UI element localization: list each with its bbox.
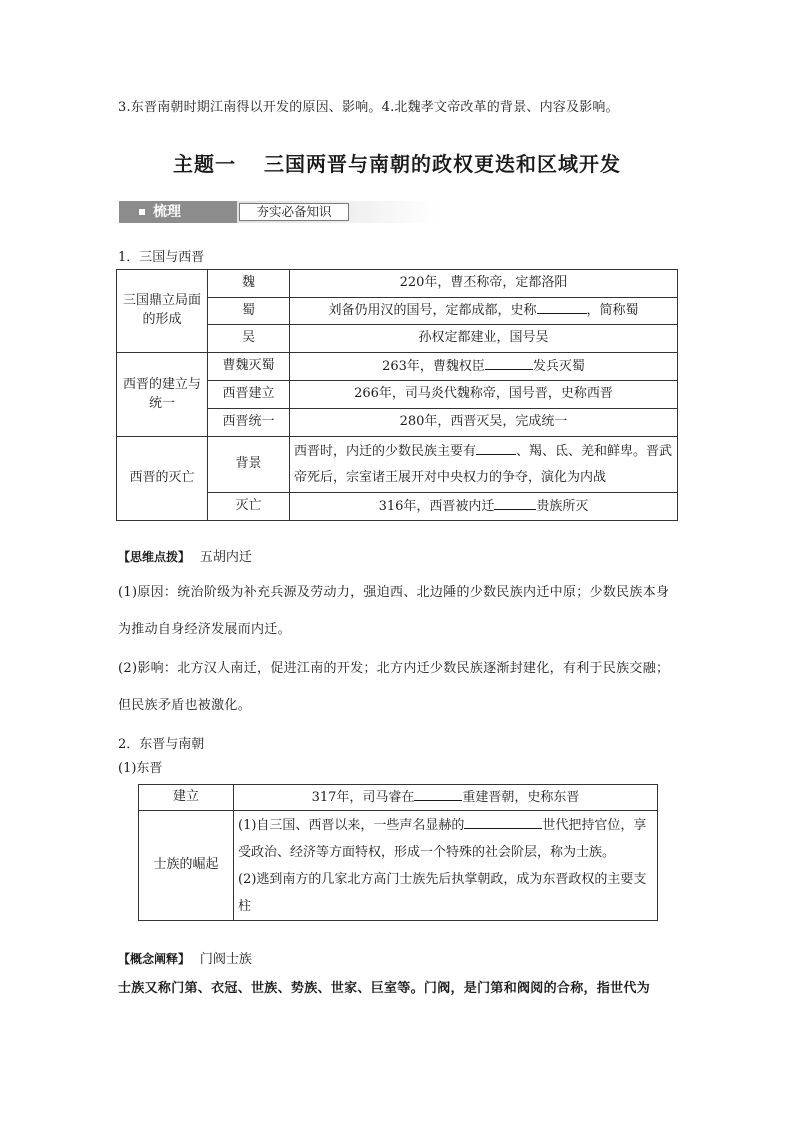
table-row [117, 270, 678, 298]
note1-paragraph-1: (1)原因：统治阶级为补充兵源及劳动力，强迫西、北边陲的少数民族内迁中原；少数民族本身为推动自身经济发展而内迁。 [118, 585, 670, 637]
fill-blank[interactable] [476, 442, 516, 455]
title-number: 主题一 [173, 152, 236, 176]
row-content: 280年，西晋灭吴，完成统一 [290, 409, 678, 437]
table-row [117, 437, 678, 493]
row-content: 孙权定都建业，国号吴 [290, 325, 678, 353]
row-label: 西晋统一 [208, 409, 290, 437]
note2-header [118, 948, 252, 967]
section2-subheading: (1)东晋 [118, 761, 163, 776]
banner-left [119, 201, 237, 223]
row-label: 曹魏灭蜀 [208, 353, 290, 381]
note2-paragraph: 士族又称门第、衣冠、世族、势族、世家、巨室等。门阀，是门第和阀阅的合称，指世代为 [118, 981, 651, 996]
square-bullet-icon [139, 209, 145, 215]
table-three-kingdoms [116, 269, 678, 521]
row-content: 263年，曹魏权臣 发兵灭蜀 [290, 353, 678, 381]
title-text: 三国两晋与南朝的政权更迭和区域开发 [264, 152, 621, 176]
table-row [139, 811, 658, 921]
row-label: 灭亡 [208, 493, 290, 521]
fill-blank[interactable] [464, 816, 542, 829]
intro-line: 3.东晋南朝时期江南得以开发的原因、影响。4.北魏孝文帝改革的背景、内容及影响。 [118, 100, 619, 115]
table-row [117, 353, 678, 381]
row-label: 建立 [139, 785, 234, 811]
table-row [139, 785, 658, 811]
note2-topic: 门阀士族 [199, 952, 252, 967]
row-label: 背景 [208, 437, 290, 493]
row-content: 316年，西晋被内迁 贵族所灭 [290, 493, 678, 521]
row-label: 吴 [208, 325, 290, 353]
section2-heading: 2．东晋与南朝 [118, 737, 205, 752]
group-label: 三国鼎立局面的形成 [117, 270, 208, 353]
page-title [0, 148, 794, 177]
row-content: 220年，曹丕称帝，定都洛阳 [290, 270, 678, 298]
row-label: 西晋建立 [208, 381, 290, 409]
row-label: 魏 [208, 270, 290, 298]
group-label: 西晋的灭亡 [117, 437, 208, 521]
fill-blank[interactable] [485, 357, 533, 370]
group-label: 西晋的建立与统一 [117, 353, 208, 437]
section1-heading: 1．三国与西晋 [118, 250, 205, 265]
banner-left-label: 梳理 [153, 204, 181, 220]
note1-header [118, 546, 252, 565]
note1-paragraph-2: (2)影响：北方汉人南迁，促进江南的开发；北方内迁少数民族逐渐封建化，有利于民族交融；但民族矛盾也被激化。 [118, 661, 670, 713]
note1-tag: 【思维点拨】 [118, 550, 191, 564]
row-content: (1)自三国、西晋以来，一些声名显赫的 世代把持官位，享受政治、经济等方面特权，形成一个特殊的社会阶层，称为士族。 (2)逃到南方的几家北方高门士族先后执掌朝政，成为东晋政权的主要支柱 [234, 811, 658, 921]
banner-right-label: 夯实必备知识 [239, 203, 349, 221]
fill-blank[interactable] [494, 497, 536, 510]
table-eastern-jin [138, 784, 658, 921]
note1-topic: 五胡内迁 [199, 550, 252, 565]
fill-blank[interactable] [414, 788, 462, 801]
row-content: 西晋时，内迁的少数民族主要有 、羯、氐、羌和鲜卑。晋武帝死后，宗室诸王展开对中央权力的争夺，演化为内战 [290, 437, 678, 493]
row-content: 266年，司马炎代魏称帝，国号晋，史称西晋 [290, 381, 678, 409]
fill-blank[interactable] [537, 301, 587, 314]
row-content: 317年，司马睿在 重建晋朝，史称东晋 [234, 785, 658, 811]
row-label: 蜀 [208, 298, 290, 325]
row-content: 刘备仍用汉的国号，定都成都，史称 ，简称蜀 [290, 298, 678, 325]
row-label: 士族的崛起 [139, 811, 234, 921]
section-banner [119, 201, 437, 223]
note2-tag: 【概念阐释】 [118, 952, 191, 966]
